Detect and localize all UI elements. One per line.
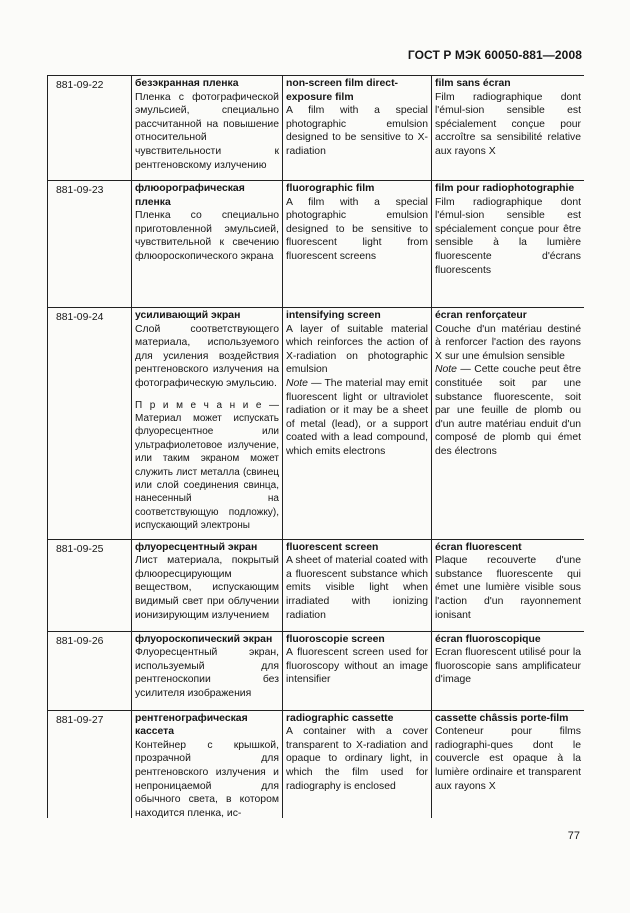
english-term: non-screen film direct-exposure film xyxy=(286,78,399,103)
russian-term: флюорографическая пленка xyxy=(135,183,245,208)
english-cell xyxy=(283,76,432,181)
french-definition: Ecran fluorescent utilisé pour la fluoroscopie sans amplificateur d'image xyxy=(435,647,581,686)
terms-table xyxy=(47,75,584,818)
table-row xyxy=(48,710,585,818)
russian-note: П р и м е ч а н и е — Материал может испускать флуоресцентное или ультрафиолетовое излучение, или таким экраном может служить лист металла (свинец или слой соединения свинца, нанесенный на соответствующую подложку), испускающий электроны xyxy=(135,399,279,532)
french-cell xyxy=(432,710,585,818)
table-row xyxy=(48,308,585,540)
english-cell xyxy=(283,181,432,308)
english-cell xyxy=(283,631,432,710)
page-number: 77 xyxy=(567,830,580,842)
english-term: intensifying screen xyxy=(286,310,381,321)
french-note-text: — Cette couche peut être constituée soit par une substance fluorescente, soit par une feuille de plomb ou d'un autre matériau enduit d'un composé de plomb qui émet des électrons xyxy=(435,364,581,457)
table-row xyxy=(48,631,585,710)
russian-term: флуороскопический экран xyxy=(135,633,273,645)
term-number: 881-09-27 xyxy=(48,710,132,818)
french-cell xyxy=(432,181,585,308)
english-note xyxy=(286,377,428,459)
french-definition: Film radiographique dont l'émul-sion sensible est spécialement conçue pour accroître sa sensibilité relative aux rayons X xyxy=(435,91,581,157)
standard-header: ГОСТ Р МЭК 60050-881—2008 xyxy=(407,48,582,62)
russian-definition: Пленка с фотографической эмульсией, специально рассчитанной на повышение относительной чувствительности к рентгеновскому излучению xyxy=(135,91,279,171)
french-note-label: Note xyxy=(435,364,457,376)
french-note xyxy=(435,363,581,458)
english-definition: A layer of suitable material which reinforces the action of X-radiation on photographic emulsion xyxy=(286,323,428,376)
french-term: écran fluorescent xyxy=(435,541,522,553)
french-cell xyxy=(432,539,585,631)
term-number: 881-09-26 xyxy=(48,631,132,710)
french-term: écran fluoroscopique xyxy=(435,633,541,645)
russian-cell xyxy=(132,308,283,540)
english-definition: A container with a cover transparent to X-radiation and opaque to ordinary light, in which the film used for radiography is enclosed xyxy=(286,726,428,792)
french-term: film sans écran xyxy=(435,78,511,89)
russian-cell xyxy=(132,181,283,308)
english-cell xyxy=(283,539,432,631)
russian-definition: Пленка со специально приготовленной эмульсией, чувствительной к свечению флюороскопического экрана xyxy=(135,210,279,262)
english-note-label: Note xyxy=(286,377,308,389)
term-number: 881-09-24 xyxy=(48,308,132,540)
english-note-text: — The material may emit fluorescent light or ultraviolet radiation or it may be a sheet of metal (lead), or a support coated with a lead compound, which emits electrons xyxy=(286,377,428,457)
russian-definition: Флуоресцентный экран, используемый для рентгеноскопии без усилителя изображения xyxy=(135,647,279,699)
english-term: fluorescent screen xyxy=(286,541,379,553)
english-definition: A sheet of material coated with a fluorescent substance which emits visible light when irradiated with ionizing radiation xyxy=(286,555,428,621)
french-definition: Couche d'un matériau destiné à renforcer l'action des rayons X sur une émulsion sensible xyxy=(435,323,581,362)
french-cell xyxy=(432,308,585,540)
table-row xyxy=(48,539,585,631)
russian-term: рентгенографическая кассета xyxy=(135,712,248,738)
russian-cell xyxy=(132,631,283,710)
english-cell xyxy=(283,710,432,818)
french-cell xyxy=(432,76,585,181)
english-definition: A film with a special photographic emulsion designed to be sensitive to X-radiation xyxy=(286,105,428,157)
russian-term: усиливающий экран xyxy=(135,310,241,321)
french-definition: Conteneur pour films radiographi-ques dont le couvercle est opaque à la lumière ordinaire et transparent aux rayons X xyxy=(435,726,581,792)
english-term: radiographic cassette xyxy=(286,712,394,724)
russian-definition: Слой соответствующего материала, используемого для усиления воздействия рентгеновского излучения на фотографическую эмульсию. xyxy=(135,323,279,389)
russian-definition: Контейнер с крышкой, прозрачной для рентгеновского излучения и непроницаемой для обычного света, в котором находится пленка, ис- xyxy=(135,739,279,818)
russian-cell xyxy=(132,76,283,181)
table-row xyxy=(48,181,585,308)
french-term: film pour radiophotographie xyxy=(435,183,575,194)
table-row xyxy=(48,76,585,181)
term-number: 881-09-22 xyxy=(48,76,132,181)
russian-cell xyxy=(132,710,283,818)
russian-cell xyxy=(132,539,283,631)
term-number: 881-09-25 xyxy=(48,539,132,631)
english-term: fluoroscopie screen xyxy=(286,633,385,645)
french-definition: Plaque recouverte d'une substance fluorescente qui émet une lumière visible sous l'action d'un rayonnement ionisant xyxy=(435,555,581,621)
terms-table-container xyxy=(47,75,584,818)
french-definition: Film radiographique dont l'émul-sion sensible est spécialement conçue pour être sensible à la lumière fluorescente d'écrans fluorescents xyxy=(435,196,581,276)
english-cell xyxy=(283,308,432,540)
english-term: fluorographic film xyxy=(286,183,375,194)
russian-term: флуоресцентный экран xyxy=(135,541,258,553)
french-cell xyxy=(432,631,585,710)
russian-term: безэкранная пленка xyxy=(135,78,239,89)
russian-definition: Лист материала, покрытый флюоресцирующим веществом, испускающим видимый свет при облучении ионизирующим излучением xyxy=(135,555,279,621)
french-term: cassette châssis porte-film xyxy=(435,712,569,724)
french-term: écran renforçateur xyxy=(435,310,527,321)
term-number: 881-09-23 xyxy=(48,181,132,308)
english-definition: A film with a special photographic emulsion designed to be sensitive to fluorescent light from fluorescent screens xyxy=(286,196,428,262)
english-definition: A fluorescent screen used for fluoroscopy without an image intensifier xyxy=(286,647,428,686)
